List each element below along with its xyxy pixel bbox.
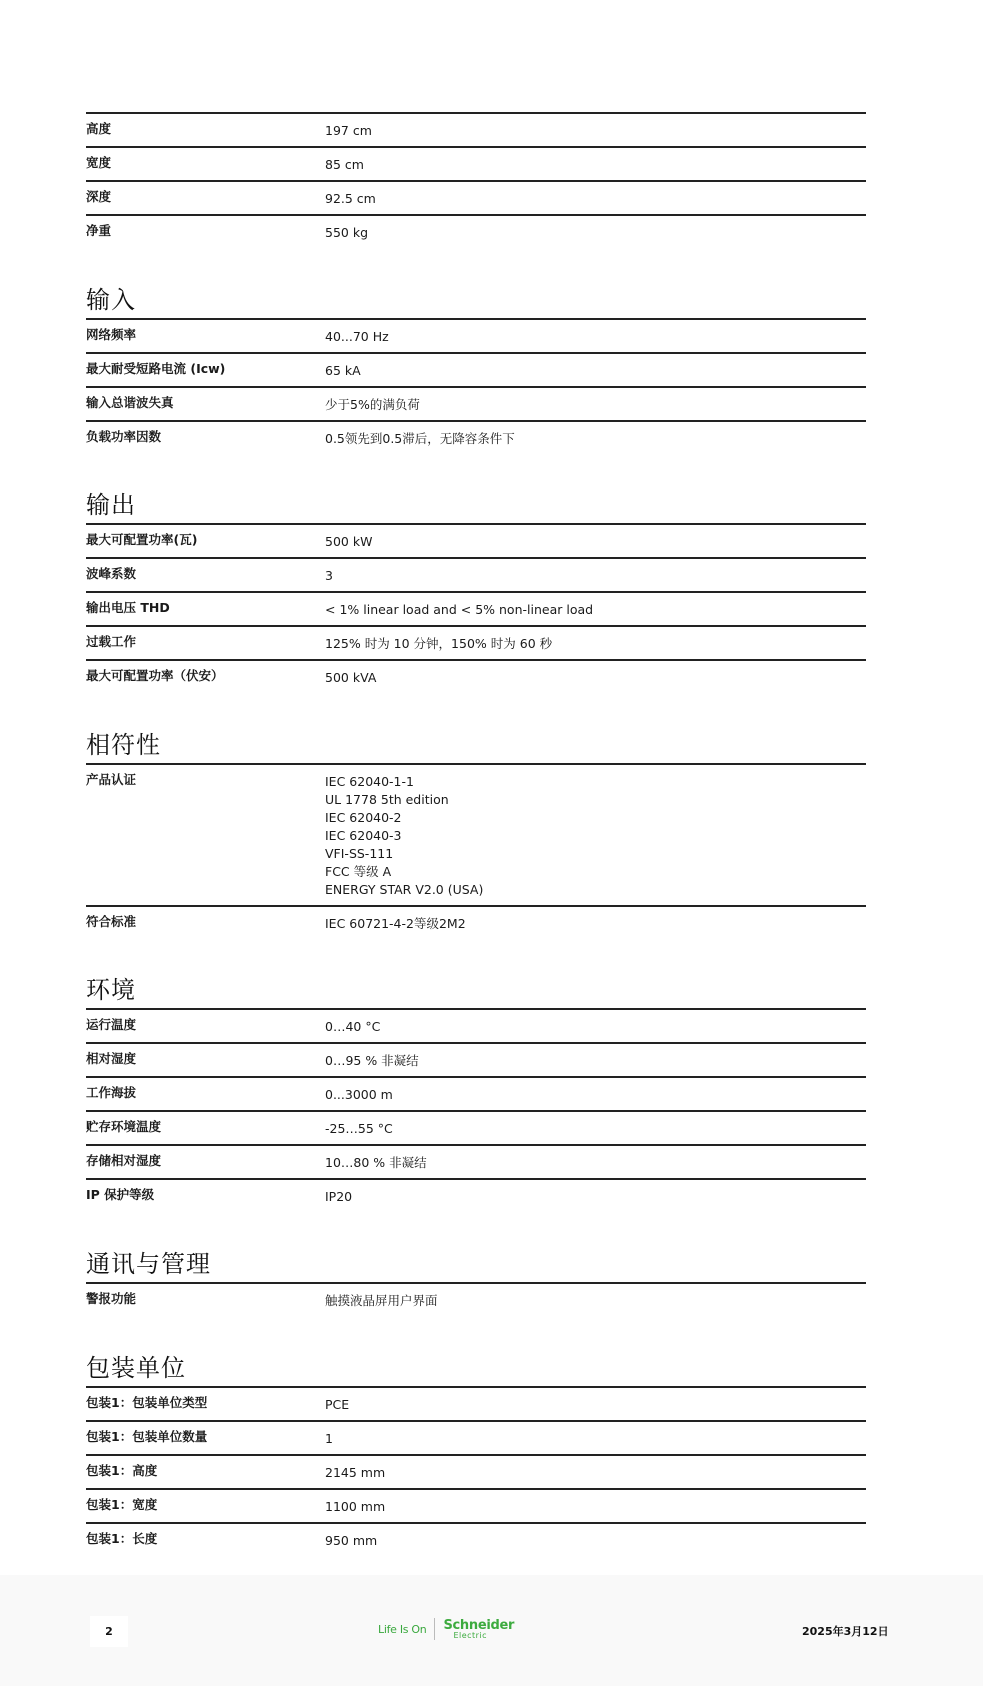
spec-value-line: 1100 mm (325, 1498, 386, 1514)
spec-value-line: 500 kW (325, 534, 373, 550)
spec-row (86, 1284, 866, 1318)
spec-row (86, 593, 866, 627)
spec-row (86, 388, 866, 422)
spec-table (86, 112, 866, 250)
spec-label: 包装1：宽度 (86, 1496, 158, 1512)
spec-value (325, 188, 866, 208)
spec-value (325, 1290, 866, 1310)
spec-value-line: 少于5%的满负荷 (325, 396, 420, 412)
spec-value-line: 0…40 °C (325, 1019, 381, 1035)
spec-row (86, 1490, 866, 1524)
spec-value-line: 550 kg (325, 225, 369, 240)
spec-value (325, 633, 866, 653)
spec-value (325, 565, 866, 585)
spec-label: 工作海拔 (86, 1085, 137, 1101)
spec-value (325, 428, 866, 448)
spec-section (86, 1318, 866, 1558)
spec-label: 过载工作 (86, 634, 137, 650)
spec-label: IP 保护等级 (86, 1187, 155, 1203)
spec-row (86, 114, 866, 148)
spec-value-line: ENERGY STAR V2.0 (USA) (325, 881, 484, 897)
spec-label: 负载功率因数 (86, 428, 162, 444)
spec-table (86, 1008, 866, 1214)
tagline: Life Is On (378, 1622, 427, 1636)
spec-table (86, 318, 866, 456)
spec-row (86, 148, 866, 182)
spec-value-line: 0.5领先到0.5滞后，无降容条件下 (325, 430, 515, 446)
spec-value-line: 3 (325, 568, 333, 584)
spec-label: 存储相对湿度 (86, 1153, 162, 1169)
brand-divider (434, 1618, 435, 1640)
spec-value-line: IEC 62040-1-1 (325, 773, 414, 789)
spec-table (86, 1282, 866, 1318)
spec-label: 输出电压 THD (86, 600, 170, 616)
spec-value-line: 0…95 % 非凝结 (325, 1053, 419, 1069)
spec-row (86, 765, 866, 907)
spec-label: 包装1：高度 (86, 1462, 158, 1478)
spec-table (86, 523, 866, 695)
spec-value (325, 1462, 866, 1482)
spec-value-line: VFI-SS-111 (325, 845, 394, 861)
spec-label: 贮存环境温度 (86, 1119, 162, 1135)
spec-label: 符合标准 (86, 913, 137, 929)
spec-row (86, 1146, 866, 1180)
spec-row (86, 216, 866, 250)
spec-value-line: < 1% linear load and < 5% non-linear load (325, 602, 594, 618)
spec-value (325, 1016, 866, 1036)
spec-value (325, 394, 866, 414)
spec-value-line: 65 kA (325, 362, 361, 378)
spec-section (86, 250, 866, 456)
spec-value-line: 950 mm (325, 1532, 378, 1548)
spec-label: 最大可配置功率(瓦) (86, 532, 198, 548)
spec-row (86, 1010, 866, 1044)
spec-value (325, 1186, 866, 1206)
spec-value (325, 360, 866, 380)
spec-row (86, 1078, 866, 1112)
section-title: 相符性 (86, 730, 161, 759)
spec-label: 包装1：包装单位类型 (86, 1394, 208, 1410)
spec-value (325, 1428, 866, 1448)
spec-label: 波峰系数 (86, 566, 137, 582)
spec-table (86, 763, 866, 941)
brand-sub: Electric (453, 1630, 488, 1640)
spec-value (325, 771, 866, 899)
spec-row (86, 1388, 866, 1422)
spec-row (86, 627, 866, 661)
spec-value-line: IEC 62040-3 (325, 827, 402, 843)
spec-value (325, 326, 866, 346)
spec-row (86, 1044, 866, 1078)
spec-value-line: -25…55 °C (325, 1121, 393, 1137)
spec-label: 包装1：包装单位数量 (86, 1428, 208, 1444)
spec-value-line: 10…80 % 非凝结 (325, 1155, 427, 1171)
page-footer (0, 1575, 983, 1686)
spec-value (325, 1118, 866, 1138)
spec-label: 相对湿度 (86, 1051, 137, 1067)
spec-section (86, 695, 866, 941)
schneider-logo-icon (443, 1619, 514, 1640)
spec-value (325, 1496, 866, 1516)
spec-label: 最大耐受短路电流 (Icw) (86, 360, 226, 376)
spec-value-line: 40...70 Hz (325, 328, 389, 344)
brand-name: Schneider (443, 1617, 515, 1633)
spec-row (86, 1112, 866, 1146)
spec-value (325, 1530, 866, 1550)
spec-value (325, 120, 866, 140)
spec-value (325, 667, 866, 687)
section-title: 输出 (86, 491, 136, 520)
spec-value (325, 1084, 866, 1104)
section-title: 通讯与管理 (86, 1249, 211, 1278)
spec-value-line: UL 1778 5th edition (325, 791, 449, 807)
spec-value-line: 500 kVA (325, 670, 377, 686)
spec-value-line: 125% 时为 10 分钟，150% 时为 60 秒 (325, 636, 553, 652)
spec-value-line: IEC 62040-2 (325, 809, 402, 825)
spec-row (86, 1180, 866, 1214)
spec-section (86, 940, 866, 1214)
spec-document (86, 112, 866, 1557)
spec-label: 宽度 (86, 155, 112, 170)
spec-value (325, 1394, 866, 1414)
spec-row (86, 525, 866, 559)
spec-value (325, 1152, 866, 1172)
spec-value-line: FCC 等级 A (325, 863, 392, 879)
spec-row (86, 661, 866, 695)
section-title: 输入 (86, 285, 136, 314)
spec-row (86, 1524, 866, 1558)
section-title: 包装单位 (86, 1353, 186, 1382)
spec-row (86, 907, 866, 941)
spec-row (86, 1456, 866, 1490)
spec-section (86, 112, 866, 250)
spec-value (325, 913, 866, 933)
spec-value-line: 1 (325, 1430, 333, 1446)
spec-value-line: 2145 mm (325, 1464, 386, 1480)
spec-value-line: IP20 (325, 1189, 353, 1205)
page-number: 2 (90, 1616, 128, 1647)
spec-label: 最大可配置功率（伏安） (86, 668, 224, 684)
spec-label: 包装1：长度 (86, 1530, 158, 1546)
spec-table (86, 1386, 866, 1558)
spec-value-line: 85 cm (325, 157, 364, 172)
document-date: 2025年3月12日 (802, 1625, 889, 1638)
spec-value-line: IEC 60721-4-2等级2M2 (325, 915, 466, 931)
spec-row (86, 422, 866, 456)
spec-label: 运行温度 (86, 1017, 137, 1033)
spec-label: 输入总谐波失真 (86, 394, 174, 410)
spec-value (325, 531, 866, 551)
spec-label: 深度 (86, 189, 112, 204)
spec-section (86, 455, 866, 695)
spec-label: 高度 (86, 121, 112, 136)
spec-value-line: 92.5 cm (325, 191, 376, 206)
spec-value-line: 197 cm (325, 123, 372, 138)
spec-section (86, 1214, 866, 1318)
brand-logo (378, 1617, 514, 1641)
spec-value-line: 0...3000 m (325, 1087, 393, 1103)
spec-value (325, 1050, 866, 1070)
spec-row (86, 182, 866, 216)
spec-row (86, 559, 866, 593)
spec-row (86, 354, 866, 388)
section-title: 环境 (86, 976, 136, 1005)
spec-value (325, 154, 866, 174)
spec-label: 产品认证 (86, 771, 137, 787)
spec-row (86, 320, 866, 354)
spec-label: 网络频率 (86, 326, 137, 342)
spec-label: 净重 (86, 223, 112, 238)
spec-value (325, 222, 866, 242)
spec-row (86, 1422, 866, 1456)
spec-value (325, 599, 866, 619)
spec-label: 警报功能 (86, 1290, 137, 1306)
spec-value-line: PCE (325, 1396, 350, 1412)
spec-value-line: 触摸液晶屏用户界面 (325, 1292, 438, 1308)
